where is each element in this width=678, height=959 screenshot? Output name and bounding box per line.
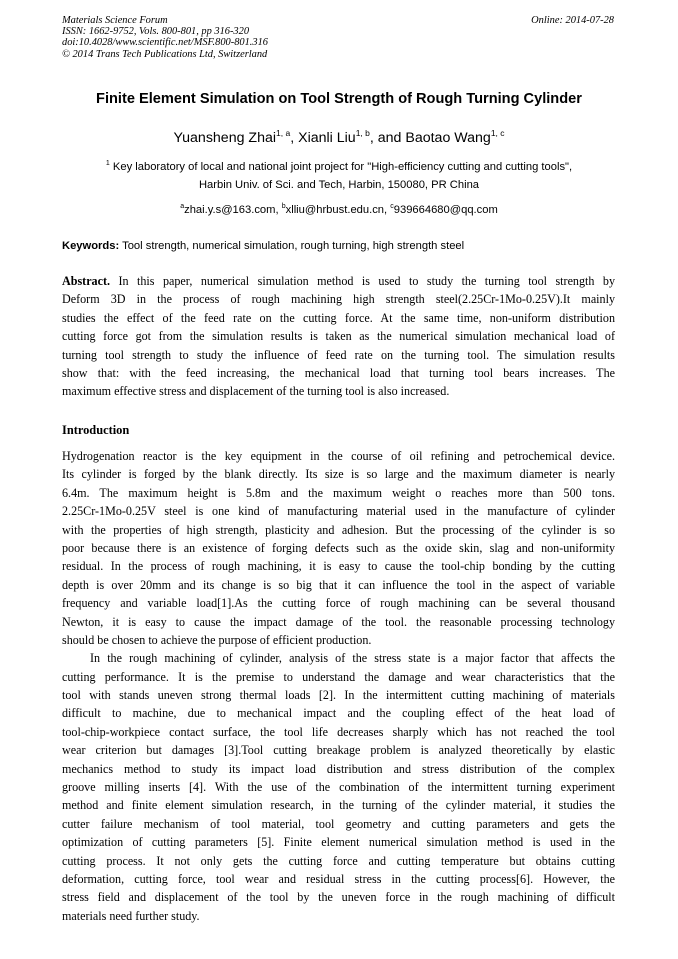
intro-line: groove milling inserts [4]. With the use of the combination of the intermittent turning experiment xyxy=(62,780,615,795)
abstract-line: turning tool strength to study the influence of feed rate on the turning tool. The simulation results xyxy=(62,347,615,362)
author-emails xyxy=(0,204,678,216)
intro-line: with the properties of high strength, plasticity and adhesion. But the processing of the cylinder is so xyxy=(62,522,615,537)
intro-line: cutting performance. It is the premise to understand the damage and wear characteristics that the xyxy=(62,669,615,684)
section-heading-introduction: Introduction xyxy=(62,423,130,437)
intro-line: tool-chip-workpiece contact surface, the tool life decreases sharply which has not reached the tool xyxy=(62,724,615,739)
author-name: Xianli Liu xyxy=(298,130,356,146)
abstract xyxy=(62,272,615,401)
intro-line: residual. In the process of rough machining, it is easy to cause the tool-chip bonding by the cutting xyxy=(62,559,615,574)
intro-line: mechanics method to study its impact load distribution and stress distribution of the complex xyxy=(62,761,615,776)
abstract-line: studies the effect of the feed rate on the cutting force. At the same time, non-uniform distribution xyxy=(62,310,615,325)
issn-line: ISSN: 1662-9752, Vols. 800-801, pp 316-320 xyxy=(62,26,250,38)
intro-line: cutter failure mechanism of tool material, tool geometry and cutting parameters and gets the xyxy=(62,816,615,831)
intro-line: optimization of cutting parameters [5]. Finite element numerical simulation method is used in the xyxy=(62,835,615,850)
paper-title: Finite Element Simulation on Tool Strength of Rough Turning Cylinder xyxy=(96,91,582,107)
intro-line: materials need further study. xyxy=(62,908,200,923)
intro-line: Hydrogenation reactor is the key equipment in the course of oil refining and petrochemical device. xyxy=(62,449,615,463)
intro-line: tool with stands uneven strong thermal loads [2]. In the intermittent cutting machining of materials xyxy=(62,688,615,703)
journal-name: Materials Science Forum xyxy=(62,15,168,26)
author-affiliation-mark: 1, b xyxy=(355,128,370,138)
author-separator: , xyxy=(290,130,299,146)
intro-line: Newton, it is easy to cause the impact damage of the tool. the reasonable processing technology xyxy=(62,614,615,629)
email-mark: c xyxy=(390,203,394,210)
intro-line: should be chosen to achieve the purpose of efficient production. xyxy=(62,632,372,647)
email-link[interactable]: 939664680@qq.com xyxy=(393,204,498,216)
email-mark: a xyxy=(180,203,185,210)
author-separator: , and xyxy=(369,130,406,146)
intro-line: deformation, cutting force, tool wear and residual stress in the cutting process[6]. However, the xyxy=(62,871,615,886)
intro-line: frequency and variable load[1].As the cutting force of rough machining can be several thousand xyxy=(62,596,615,611)
author-name: Baotao Wang xyxy=(405,130,491,146)
author-name: Yuansheng Zhai xyxy=(173,130,277,146)
email-link[interactable]: xlliu@hrbust.edu.cn, xyxy=(285,204,391,216)
intro-line: Its cylinder is forged by the blank directly. Its size is so large and the maximum diameter is nearly xyxy=(62,467,615,482)
intro-line: cutting process. It not only gets the cutting force and cutting temperature but obtains cutting xyxy=(62,853,615,868)
abstract-line xyxy=(62,272,615,290)
intro-line: stress field and displacement of the tool by the uneven force in the rough machining of difficult xyxy=(62,890,615,905)
keywords-label: Keywords: xyxy=(62,240,120,252)
abstract-text: In this paper, numerical simulation method is used to study the turning tool strength by xyxy=(110,274,615,288)
intro-line: depth is over 20mm and its change is so big that it can influence the tool in the aspect of variable xyxy=(62,577,615,592)
intro-line: method and finite element simulation research, in the turning of the cylinder material, it studies the xyxy=(62,798,615,813)
abstract-line: maximum effective stress and displacement of the turning tool is also increased. xyxy=(62,384,450,399)
abstract-label: Abstract. xyxy=(62,274,111,288)
doi-line: doi:10.4028/www.scientific.net/MSF.800-801.316 xyxy=(62,37,268,49)
author-affiliation-mark: 1, a xyxy=(276,128,291,138)
intro-line: In the rough machining of cylinder, analysis of the stress state is a major factor that affects the xyxy=(90,651,615,666)
journal-header xyxy=(62,15,482,60)
keywords-text: Tool strength, numerical simulation, rough turning, high strength steel xyxy=(119,240,465,252)
email-mark: b xyxy=(281,203,286,210)
intro-line: 2.25Cr-1Mo-0.25V steel is one kind of manufacturing material used in the manufacture of cylinder xyxy=(62,504,615,519)
affiliation-text: Key laboratory of local and national joint project for "High-efficiency cutting and cutting tools", xyxy=(109,161,573,173)
keywords xyxy=(62,240,622,252)
email-link[interactable]: zhai.y.s@163.com, xyxy=(184,204,282,216)
abstract-line: Deform 3D in the process of rough machining high strength steel(2.25Cr-1Mo-0.25V).It mainly xyxy=(62,292,615,307)
intro-line: wear criterion but damages [3].Tool cutting breakage problem is analyzed theoretically by elastic xyxy=(62,743,615,758)
abstract-line: show that: with the feed increasing, the mechanical load that turning tool bears increases. The xyxy=(62,365,615,380)
intro-line: difficult to machine, due to mechanical impact and the coupling effect of the heat load of xyxy=(62,706,615,721)
author-affiliation-mark: 1, c xyxy=(490,128,505,138)
intro-line: poor because there is an existence of forging defects such as the oxide skin, slag and non-uniformity xyxy=(62,540,615,555)
author-list xyxy=(0,130,678,146)
copyright-line: © 2014 Trans Tech Publications Ltd, Switzerland xyxy=(62,48,268,60)
abstract-line: cutting force got from the simulation results is taken as the numerical simulation mechanical load of xyxy=(62,329,615,344)
affiliation-line-2: Harbin Univ. of Sci. and Tech, Harbin, 150080, PR China xyxy=(198,179,480,191)
affiliation-line-1 xyxy=(0,161,678,173)
online-date: Online: 2014-07-28 xyxy=(531,15,614,26)
intro-line: 6.4m. The maximum height is 5.8m and the maximum weight o reaches more than 500 tons. xyxy=(62,485,615,500)
introduction-body xyxy=(62,447,615,925)
affiliation-mark: 1 xyxy=(105,160,110,167)
